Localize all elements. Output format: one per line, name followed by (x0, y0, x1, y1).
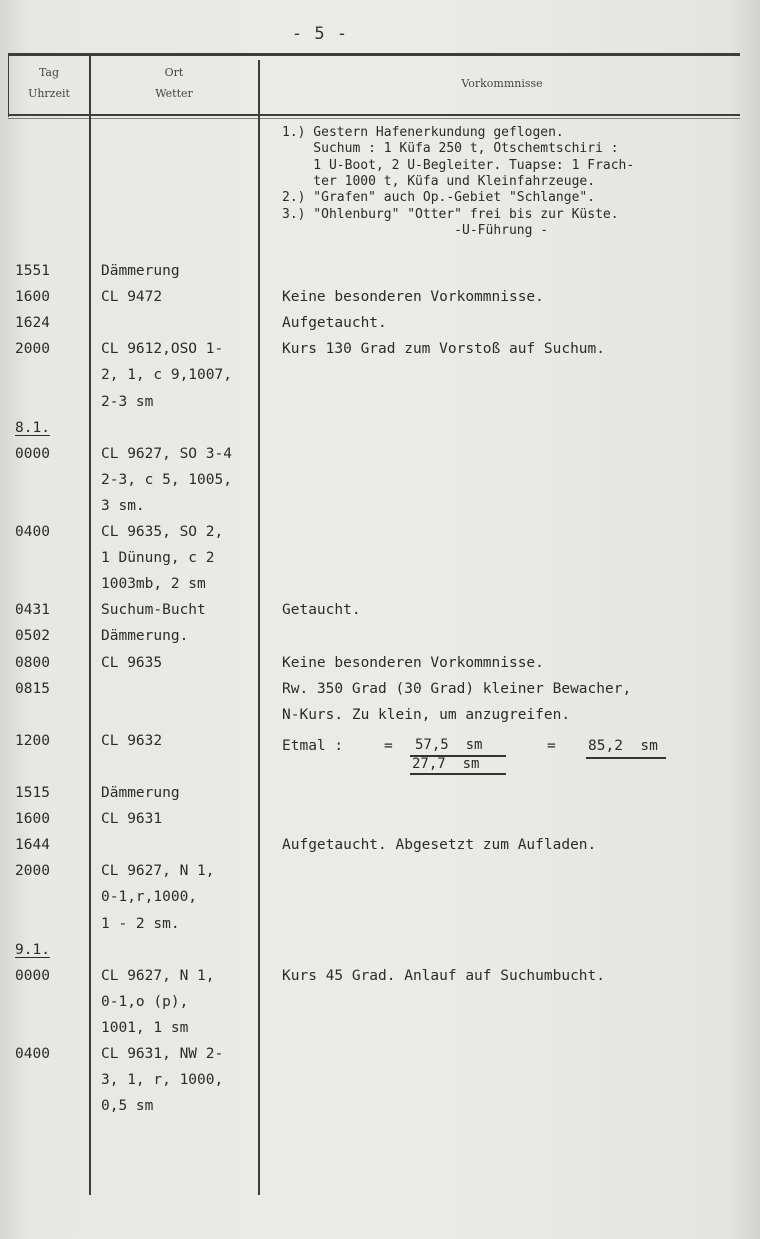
etmal-result: 85,2 sm (588, 738, 658, 754)
row-ort: CL 9631, NW 2- (101, 1046, 224, 1062)
header-vorkommnisse (262, 73, 742, 94)
row-tag: 1644 (15, 837, 50, 854)
row-tag: 0400 (15, 1046, 50, 1062)
note-line: 3.) "Ohlenburg" "Otter" frei bis zur Küste. (282, 206, 619, 222)
row-tag: 9.1. (15, 941, 50, 958)
header-wetter-label: Wetter (155, 87, 193, 100)
table-left-border (8, 55, 9, 117)
row-vk: Aufgetaucht. Abgesetzt zum Aufladen. (282, 837, 597, 854)
row-tag: 0400 (15, 524, 50, 540)
row-ort: CL 9635 (101, 654, 163, 671)
header-vorkommnisse-label: Vorkommnisse (461, 77, 543, 90)
note-line: 1.) Gestern Hafenerkundung geflogen. (282, 125, 564, 140)
note-line: Suchum : 1 Küfa 250 t, Otschemtschiri : (282, 141, 619, 157)
row-ort: Dämmerung. (101, 628, 189, 645)
etmal-equals-2: = (547, 738, 556, 754)
row-tag: 0000 (15, 967, 50, 984)
header-tag (10, 62, 88, 104)
row-tag: 1600 (15, 289, 50, 306)
row-tag: 1515 (15, 785, 50, 801)
row-vk: Rw. 350 Grad (30 Grad) kleiner Bewacher, (282, 680, 632, 697)
etmal-result-underline (586, 757, 666, 759)
note-line: 2.) "Grafen" auch Op.-Gebiet "Schlange". (282, 190, 596, 206)
header-ort (92, 62, 256, 104)
row-ort: 0-1,r,1000, (101, 889, 198, 906)
row-ort: Dämmerung (101, 263, 180, 279)
page-number: - 5 - (291, 24, 349, 44)
row-vk: Getaucht. (282, 602, 361, 619)
row-tag: 2000 (15, 863, 50, 880)
row-vk: Kurs 45 Grad. Anlauf auf Suchumbucht. (282, 967, 606, 984)
row-ort: CL 9635, SO 2, (101, 524, 224, 540)
row-ort: 1 - 2 sm. (101, 915, 180, 932)
row-ort: CL 9632 (101, 732, 163, 749)
row-tag: 8.1. (15, 419, 50, 436)
row-tag: 1551 (15, 263, 50, 279)
header-bottom-border-2 (8, 118, 740, 119)
note-line: ter 1000 t, Küfa und Kleinfahrzeuge. (282, 173, 596, 189)
row-tag: 0800 (15, 654, 50, 671)
column-divider-2 (258, 60, 260, 1195)
row-ort: Dämmerung (101, 785, 180, 801)
row-tag: 2000 (15, 341, 50, 358)
row-ort: CL 9612,OSO 1- (101, 341, 224, 358)
row-vk: Keine besonderen Vorkommnisse. (282, 289, 544, 306)
row-ort: 1 Dünung, c 2 (101, 550, 215, 567)
row-ort: 2-3, c 5, 1005, (101, 471, 232, 488)
row-ort: CL 9627, N 1, (101, 967, 215, 984)
row-tag: 1624 (15, 315, 50, 332)
header-ort-label: Ort (164, 66, 184, 79)
row-ort: 0-1,o (p), (101, 993, 189, 1010)
etmal-denominator-underline (410, 773, 506, 775)
row-vk: Aufgetaucht. (282, 315, 387, 332)
row-tag: 0431 (15, 602, 50, 619)
column-divider-1 (89, 55, 91, 1195)
row-ort: 1003mb, 2 sm (101, 576, 206, 593)
etmal-denominator: 27,7 sm (412, 756, 480, 772)
note-line: 1 U-Boot, 2 U-Begleiter. Tuapse: 1 Frach- (282, 157, 635, 173)
row-ort: 3, 1, r, 1000, (101, 1072, 224, 1089)
row-ort: CL 9631 (101, 811, 163, 828)
row-tag: 0000 (15, 445, 50, 462)
row-ort: Suchum-Bucht (101, 602, 206, 619)
row-ort: 1001, 1 sm (101, 1019, 189, 1036)
row-ort: CL 9472 (101, 289, 163, 306)
row-ort: CL 9627, N 1, (101, 863, 215, 880)
etmal-equals-1: = (384, 738, 393, 754)
row-tag: 0815 (15, 680, 50, 697)
row-ort: 2, 1, c 9,1007, (101, 367, 232, 384)
row-vk: Keine besonderen Vorkommnisse. (282, 654, 544, 671)
row-ort: 3 sm. (101, 497, 145, 514)
row-tag: 1600 (15, 811, 50, 828)
row-tag: 0502 (15, 628, 50, 645)
header-uhrzeit-label: Uhrzeit (28, 87, 70, 100)
header-tag-label: Tag (38, 66, 60, 79)
etmal-numerator: 57,5 sm (415, 737, 483, 753)
header-bottom-border (8, 114, 740, 116)
row-ort: 2-3 sm (101, 393, 154, 410)
row-vk: Kurs 130 Grad zum Vorstoß auf Suchum. (282, 341, 606, 358)
row-vk: N-Kurs. Zu klein, um anzugreifen. (282, 706, 571, 723)
etmal-label: Etmal : (282, 738, 344, 754)
row-tag: 1200 (15, 732, 50, 749)
row-ort: CL 9627, SO 3-4 (101, 445, 232, 462)
row-ort: 0,5 sm (101, 1098, 154, 1115)
note-line: -U-Führung - (282, 222, 549, 238)
table-top-border (8, 53, 740, 56)
